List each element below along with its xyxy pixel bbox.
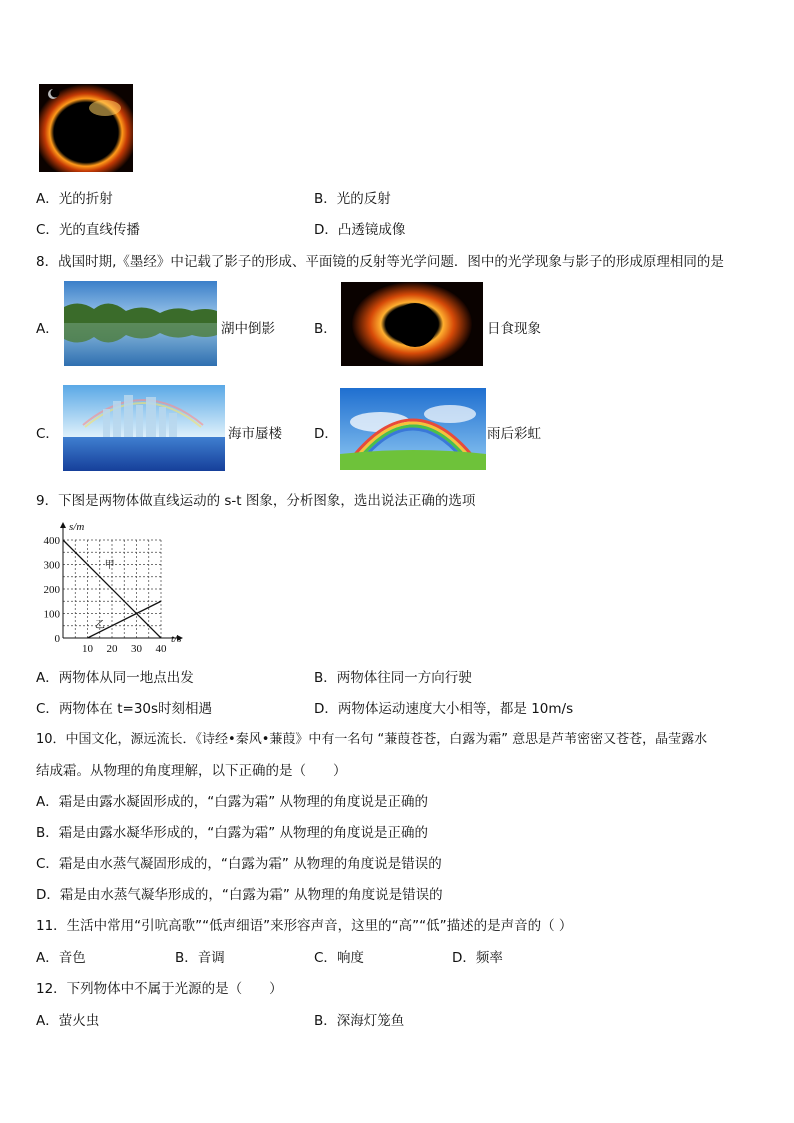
x-tick-label: 30 [131, 643, 142, 654]
y-tick-label: 100 [43, 608, 60, 621]
x-tick-label: 10 [82, 643, 93, 654]
q9-option-d: D．两物体运动速度大小相等，都是 10m/s [314, 701, 574, 717]
x-axis-label: t/s [171, 633, 182, 645]
y-tick-label: 300 [43, 559, 60, 572]
q10-option-b: B．霜是由露水凝华形成的，“白露为霜” 从物理的角度说是正确的 [36, 825, 429, 841]
mirage-image [63, 385, 225, 471]
q8-option-b-letter: B． [314, 321, 337, 337]
chart-axes [60, 522, 183, 641]
q12-option-b: B．深海灯笼鱼 [314, 1013, 405, 1029]
q8-option-a-caption: 湖中倒影 [221, 321, 275, 337]
y-axis-label: s/m [69, 521, 85, 533]
q12-option-a: A．萤火虫 [36, 1013, 100, 1029]
q8-option-b-caption: 日食现象 [487, 321, 541, 337]
q7-option-a: A．光的折射 [36, 191, 113, 207]
q8-stem: 8．战国时期,《墨经》中记载了影子的形成、平面镜的反射等光学问题．图中的光学现象与影子的形成原理相同的是 [36, 254, 724, 270]
y-axis-arrow [60, 522, 66, 528]
q9-option-c: C．两物体在 t=30s时刻相遇 [36, 701, 213, 717]
eclipse-image-q7 [39, 84, 133, 172]
q8-option-d-letter: D． [314, 426, 338, 442]
q10-option-c: C．霜是由水蒸气凝固形成的，“白露为霜” 从物理的角度说是错误的 [36, 856, 442, 872]
q8-option-a-letter: A． [36, 321, 59, 337]
q9-option-a: A．两物体从同一地点出发 [36, 670, 194, 686]
q10-option-d: D．霜是由水蒸气凝华形成的，“白露为霜” 从物理的角度说是错误的 [36, 887, 443, 903]
y-tick-label: 400 [43, 535, 60, 547]
s-t-graph [36, 516, 196, 654]
solar-eclipse-image [341, 282, 483, 366]
q9-stem: 9．下图是两物体做直线运动的 s-t 图象，分析图象，选出说法正确的选项 [36, 493, 476, 509]
q12-stem: 12．下列物体中不属于光源的是（ ） [36, 981, 283, 997]
q10-stem-line1: 10．中国文化，源远流长．《诗经•秦风•蒹葭》中有一名句 “蒹葭苍苍，白露为霜” 意思是芦苇密密又苍苍，晶莹露水 [36, 732, 708, 747]
q9-option-b: B．两物体往同一方向行驶 [314, 670, 472, 686]
q7-option-c: C．光的直线传播 [36, 222, 140, 238]
series-name-label: 甲 [104, 560, 115, 572]
q7-option-d: D．凸透镜成像 [314, 222, 406, 238]
rainbow-image [340, 388, 486, 470]
q11-option-b: B．音调 [175, 950, 225, 966]
q8-option-c-letter: C． [36, 426, 59, 442]
q7-option-b: B．光的反射 [314, 191, 391, 207]
x-tick-label: 40 [155, 643, 167, 654]
q10-option-a: A．霜是由露水凝固形成的，“白露为霜” 从物理的角度说是正确的 [36, 794, 429, 810]
y-tick-label: 0 [54, 633, 60, 645]
series-line-1 [63, 540, 161, 638]
chart-series [63, 540, 161, 638]
q11-option-d: D．频率 [452, 950, 503, 966]
q11-option-c: C．响度 [314, 950, 364, 966]
series-name-label: 乙 [94, 620, 105, 632]
q11-option-a: A．音色 [36, 950, 86, 966]
lake-reflection-image [64, 281, 217, 366]
q8-option-c-caption: 海市蜃楼 [228, 426, 282, 442]
x-tick-label: 20 [106, 643, 118, 654]
q11-stem: 11．生活中常用“引吭高歌”“低声细语”来形容声音，这里的“高”“低”描述的是声音的（ ） [36, 918, 573, 934]
q8-option-d-caption: 雨后彩虹 [487, 426, 541, 442]
y-tick-label: 200 [43, 584, 60, 596]
q10-stem-line2: 结成霜。从物理的角度理解，以下正确的是（ ） [36, 763, 347, 779]
